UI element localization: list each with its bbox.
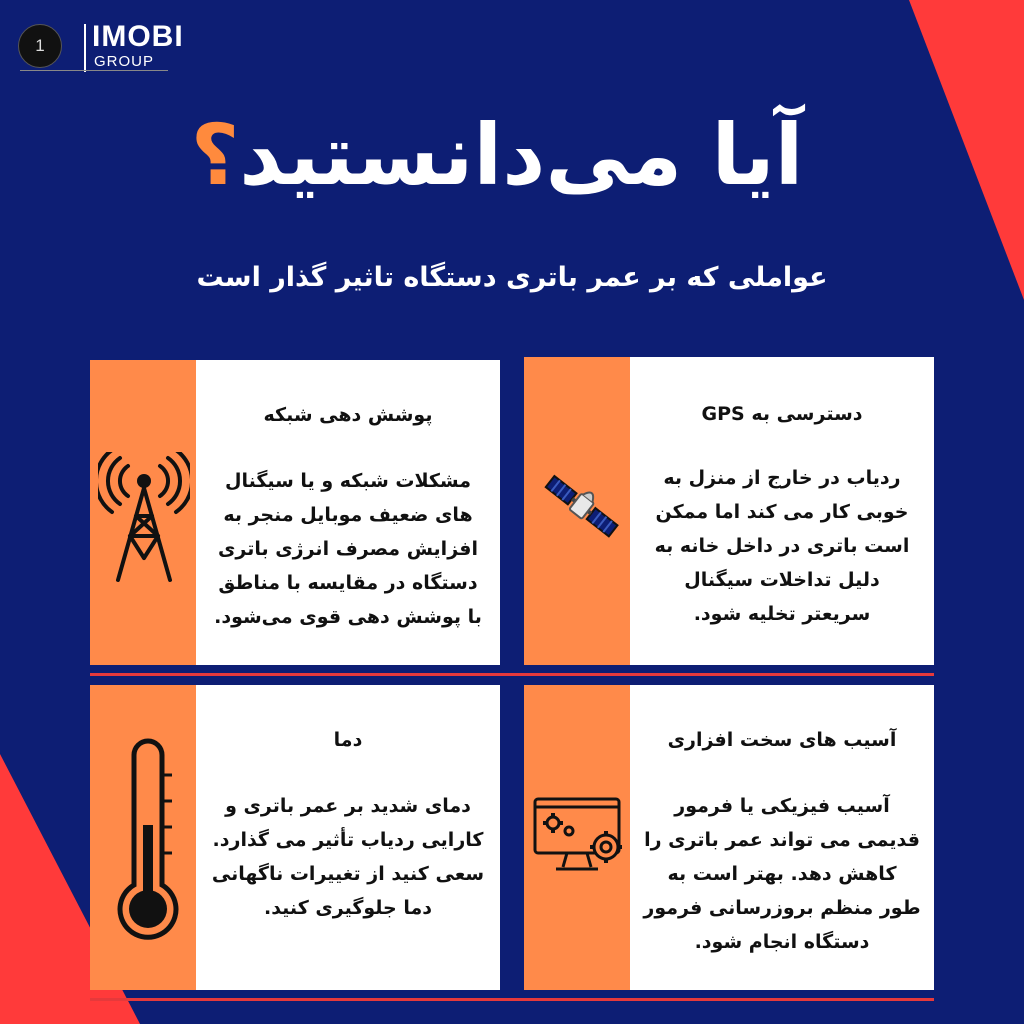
card-line: افزایش مصرف انرژی باتری (218, 538, 478, 560)
card-network-coverage (90, 360, 500, 665)
card-line: مشکلات شبکه و یا سیگنال (224, 470, 472, 492)
card-text (630, 461, 934, 631)
card-line: دما جلوگیری کنید. (263, 897, 433, 919)
section-divider (90, 673, 934, 676)
cell-tower-icon (98, 452, 190, 582)
card-line: قدیمی می تواند عمر باتری را (644, 829, 920, 851)
page-subtitle: عواملی که بر عمر باتری دستگاه تاثیر گذار است (196, 262, 828, 293)
page-title (120, 100, 874, 210)
brand-logo (18, 22, 188, 74)
card-text (630, 789, 934, 959)
card-line: آسیب فیزیکی یا فرمور (674, 795, 890, 817)
card-line: های ضعیف موبایل منجر به (223, 504, 473, 526)
thermometer-icon (114, 735, 182, 945)
brand-number-badge: 1 (18, 24, 62, 68)
card-line: سعی کنید از تغییرات ناگهانی (211, 863, 485, 885)
card-line: دستگاه در مقایسه با مناطق (218, 572, 478, 594)
card-line: با پوشش دهی قوی می‌شود. (214, 606, 482, 628)
card-body (196, 360, 500, 665)
card-body (196, 685, 500, 990)
brand-subname: GROUP (94, 53, 155, 70)
brand-underline (20, 70, 168, 71)
brand-divider (84, 24, 86, 72)
card-text (196, 464, 500, 634)
card-line: دستگاه انجام شود. (694, 931, 870, 953)
card-body (630, 685, 934, 990)
card-gps-access (524, 357, 934, 665)
card-line: سریعتر تخلیه شود. (693, 603, 871, 625)
brand-name: IMOBI (92, 20, 184, 53)
card-heading: پوشش دهی شبکه (263, 404, 433, 426)
card-line: طور منظم بروزرسانی فرمور (643, 897, 921, 919)
card-heading: دسترسی به GPS (701, 403, 863, 425)
card-text (196, 789, 500, 925)
section-divider (90, 998, 934, 1001)
card-temperature (90, 685, 500, 990)
card-line: خوبی کار می کند اما ممکن (655, 501, 909, 523)
monitor-gears-icon (532, 795, 628, 877)
card-line: دمای شدید بر عمر باتری و (225, 795, 471, 817)
title-text: آیا می‌دانستید (239, 106, 804, 204)
title-question-mark: ؟ (190, 106, 240, 204)
satellite-icon (540, 465, 622, 549)
card-heading: آسیب های سخت افزاری (667, 729, 897, 751)
card-line: کاهش دهد. بهتر است به (667, 863, 897, 885)
card-line: است باتری در داخل خانه به (654, 535, 910, 557)
card-line: ردیاب در خارج از منزل به (663, 467, 901, 489)
card-heading: دما (333, 729, 363, 751)
card-body (630, 357, 934, 665)
card-hardware-damage (524, 685, 934, 990)
card-line: دلیل تداخلات سیگنال (684, 569, 880, 591)
card-line: کارایی ردیاب تأثیر می گذارد. (212, 829, 484, 851)
